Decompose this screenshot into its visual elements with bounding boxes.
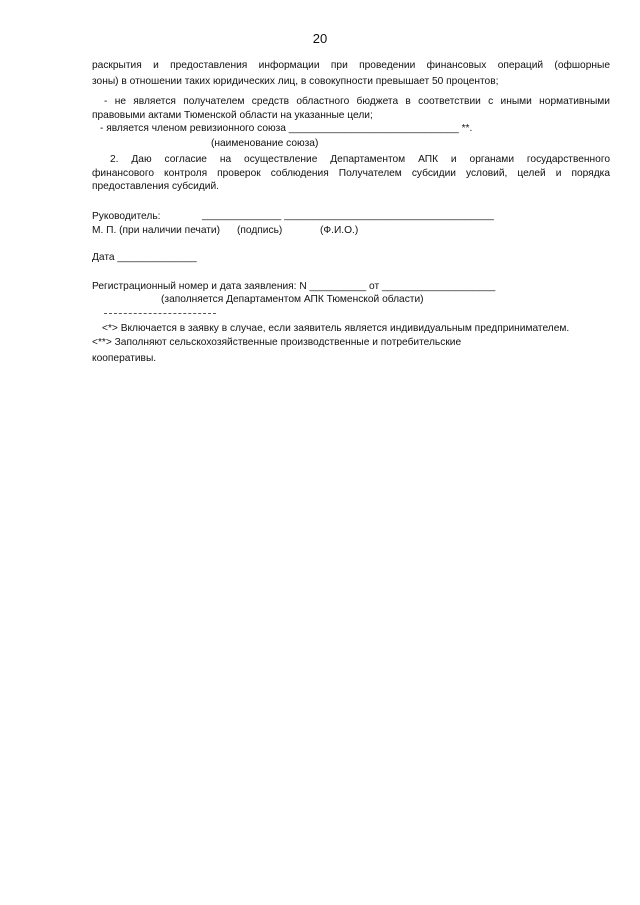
signature-caption: (подпись)	[237, 225, 283, 236]
audit-union-line: - является членом ревизионного союза ______________________________ **.	[100, 123, 473, 134]
footnote-2-line-2: кооперативы.	[92, 353, 157, 364]
audit-union-caption: (наименование союза)	[211, 138, 319, 149]
stamp-label: М. П. (при наличии печати)	[92, 225, 221, 236]
footnote-2-line-1: <**> Заполняют сельскохозяйственные производственные и потребительские	[92, 337, 462, 348]
consent-text-line-3: предоставления субсидий.	[92, 181, 219, 192]
head-label: Руководитель:	[92, 211, 161, 222]
head-signature-blanks: ______________ _____________________________________	[202, 210, 494, 221]
budget-text-line-1: - не является получателем средств областного бюджета в соответствии с иными нормативными	[104, 96, 610, 107]
offshore-text-line-2: зоны) в отношении таких юридических лиц, в совокупности превышает 50 процентов;	[92, 76, 499, 87]
footnote-1: <*> Включается в заявку в случае, если заявитель является индивидуальным предпринимателем.	[102, 323, 570, 334]
name-caption: (Ф.И.О.)	[320, 225, 359, 236]
consent-text-line-2: финансового контроля проверок соблюдения Получателем субсидии условий, целей и порядка	[92, 168, 610, 179]
registration-caption: (заполняется Департаментом АПК Тюменской области)	[161, 294, 424, 305]
footnote-divider	[104, 313, 216, 314]
budget-text-line-2: правовыми актами Тюменской области на указанные цели;	[92, 110, 373, 121]
page-number: 20	[312, 31, 328, 46]
offshore-text-line-1: раскрытия и предоставления информации при проведении финансовых операций (офшорные	[92, 60, 610, 71]
consent-text-line-1: 2. Даю согласие на осуществление Департаментом АПК и органами государственного	[110, 154, 610, 165]
date-line: Дата ______________	[92, 252, 197, 263]
registration-line: Регистрационный номер и дата заявления: N __________ от ____________________	[92, 281, 496, 292]
